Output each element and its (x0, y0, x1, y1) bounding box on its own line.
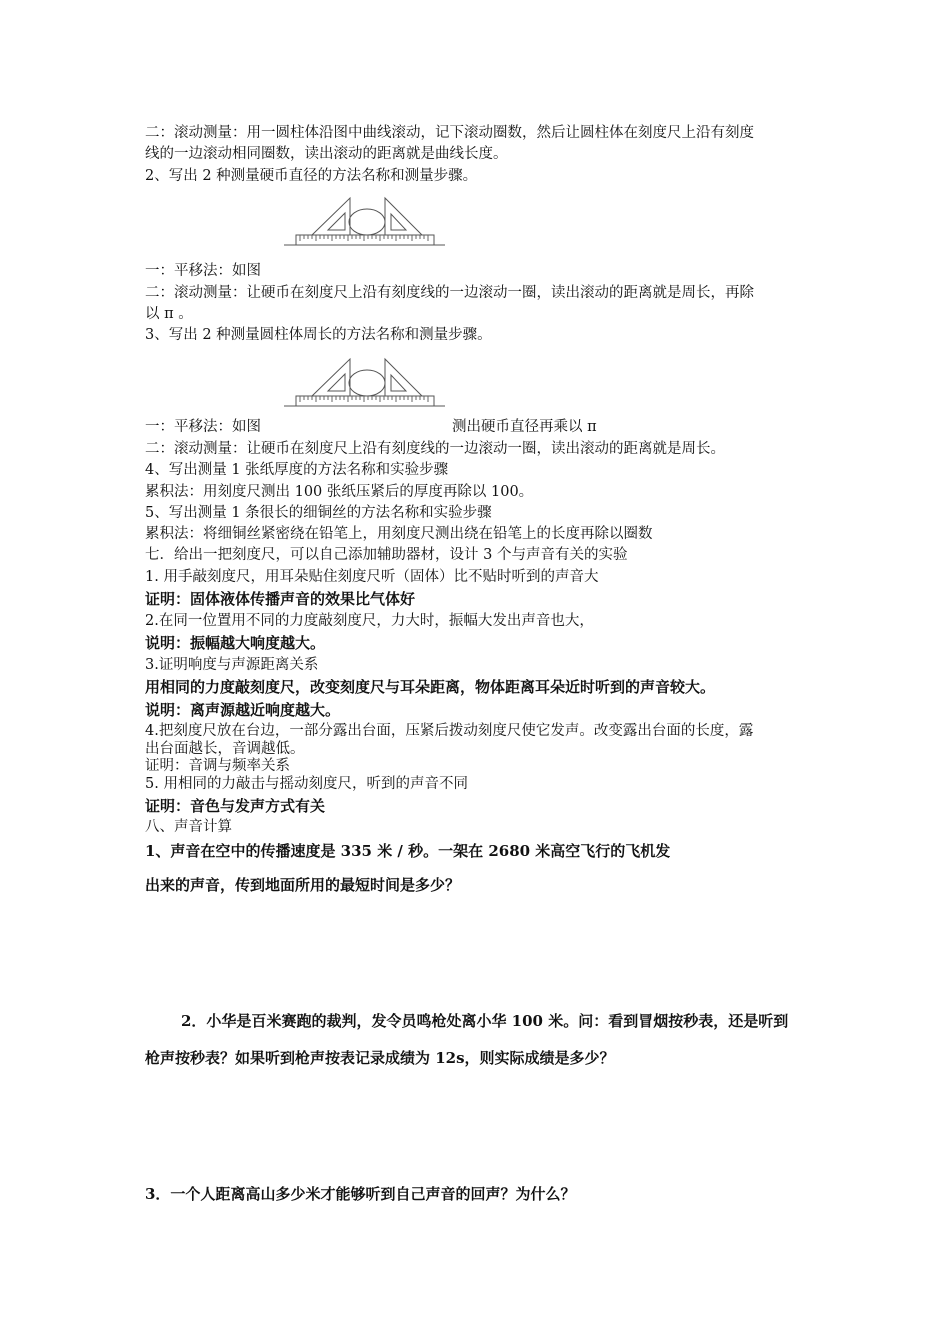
question-heading: 4、写出测量 1 张纸厚度的方法名称和实验步骤 (145, 462, 449, 478)
coin (349, 370, 385, 396)
text-line-bold: 说明：振幅越大响度越大。 (145, 634, 326, 652)
text-line: 测出硬币直径再乘以 π (452, 419, 597, 435)
text-line: 一：平移法：如图 (145, 419, 261, 435)
text-line: 二：滚动测量：让硬币在刻度尺上沿有刻度线的一边滚动一圈，读出滚动的距离就是周长。 (145, 441, 725, 457)
coin (349, 209, 385, 235)
text-line: 二：滚动测量：让硬币在刻度尺上沿有刻度线的一边滚动一圈，读出滚动的距离就是周长，再除 (145, 285, 754, 301)
cylinder-circumference-figure (282, 355, 447, 411)
text-line: 一：平移法：如图 (145, 263, 261, 279)
question-heading: 3、写出 2 种测量圆柱体周长的方法名称和测量步骤。 (145, 327, 492, 343)
text-line: 累积法：用刻度尺测出 100 张纸压紧后的厚度再除以 100。 (145, 484, 534, 500)
text-line: 出台面越长，音调越低。 (145, 741, 305, 757)
text-line: 2.在同一位置用不同的力度敲刻度尺，力大时，振幅大发出声音也大， (145, 613, 594, 629)
ruler (296, 396, 434, 406)
question-heading: 5、写出测量 1 条很长的细铜丝的方法名称和实验步骤 (145, 505, 492, 521)
left-set-square-inner (328, 374, 345, 391)
section-heading: 八、声音计算 (145, 819, 232, 835)
problem-1-cont: 出来的声音，传到地面所用的最短时间是多少？ (145, 876, 461, 894)
section-heading: 七．给出一把刻度尺，可以自己添加辅助器材，设计 3 个与声音有关的实验 (145, 547, 628, 563)
text-line: 线的一边滚动相同圈数，读出滚动的距离就是曲线长度。 (145, 146, 508, 162)
text-line-bold: 用相同的力度敲刻度尺，改变刻度尺与耳朵距离，物体距离耳朵近时听到的声音较大。 (145, 678, 716, 696)
question-heading: 2、写出 2 种测量硬币直径的方法名称和测量步骤。 (145, 168, 478, 184)
problem-2-cont: 枪声按秒表？如果听到枪声按表记录成绩为 12s，则实际成绩是多少？ (145, 1049, 615, 1067)
problem-2: 2．小华是百米赛跑的裁判，发令员鸣枪处离小华 100 米。问：看到冒烟按秒表，还是听到 (181, 1012, 789, 1030)
text-line-bold: 说明：离声源越近响度越大。 (145, 701, 341, 719)
coin-diameter-figure (282, 194, 447, 250)
text-line: 累积法：将细铜丝紧密绕在铅笔上，用刻度尺测出绕在铅笔上的长度再除以圈数 (145, 526, 653, 542)
text-line: 证明：音调与频率关系 (145, 758, 290, 774)
text-line-bold: 证明：固体液体传播声音的效果比气体好 (145, 590, 416, 608)
ruler (296, 235, 434, 245)
problem-3: 3．一个人距离高山多少米才能够听到自己声音的回声？为什么？ (145, 1185, 576, 1203)
text-line: 二：滚动测量：用一圆柱体沿图中曲线滚动，记下滚动圈数，然后让圆柱体在刻度尺上沿有刻度 (145, 125, 754, 141)
text-line: 3.证明响度与声源距离关系 (145, 657, 319, 673)
problem-1: 1、声音在空中的传播速度是 335 米 / 秒。一架在 2680 米高空飞行的飞机发 (145, 842, 671, 860)
text-line: 4.把刻度尺放在台边，一部分露出台面，压紧后拨动刻度尺使它发声。改变露出台面的长度，露 (145, 723, 754, 739)
left-set-square (312, 198, 350, 235)
left-set-square (312, 359, 350, 396)
text-line: 1. 用手敲刻度尺，用耳朵贴住刻度尺听（固体）比不贴时听到的声音大 (145, 569, 599, 585)
text-line: 以 π 。 (145, 306, 193, 322)
left-set-square-inner (328, 213, 345, 230)
text-line: 5. 用相同的力敲击与摇动刻度尺，听到的声音不同 (145, 776, 468, 792)
text-line-bold: 证明：音色与发声方式有关 (145, 797, 326, 815)
